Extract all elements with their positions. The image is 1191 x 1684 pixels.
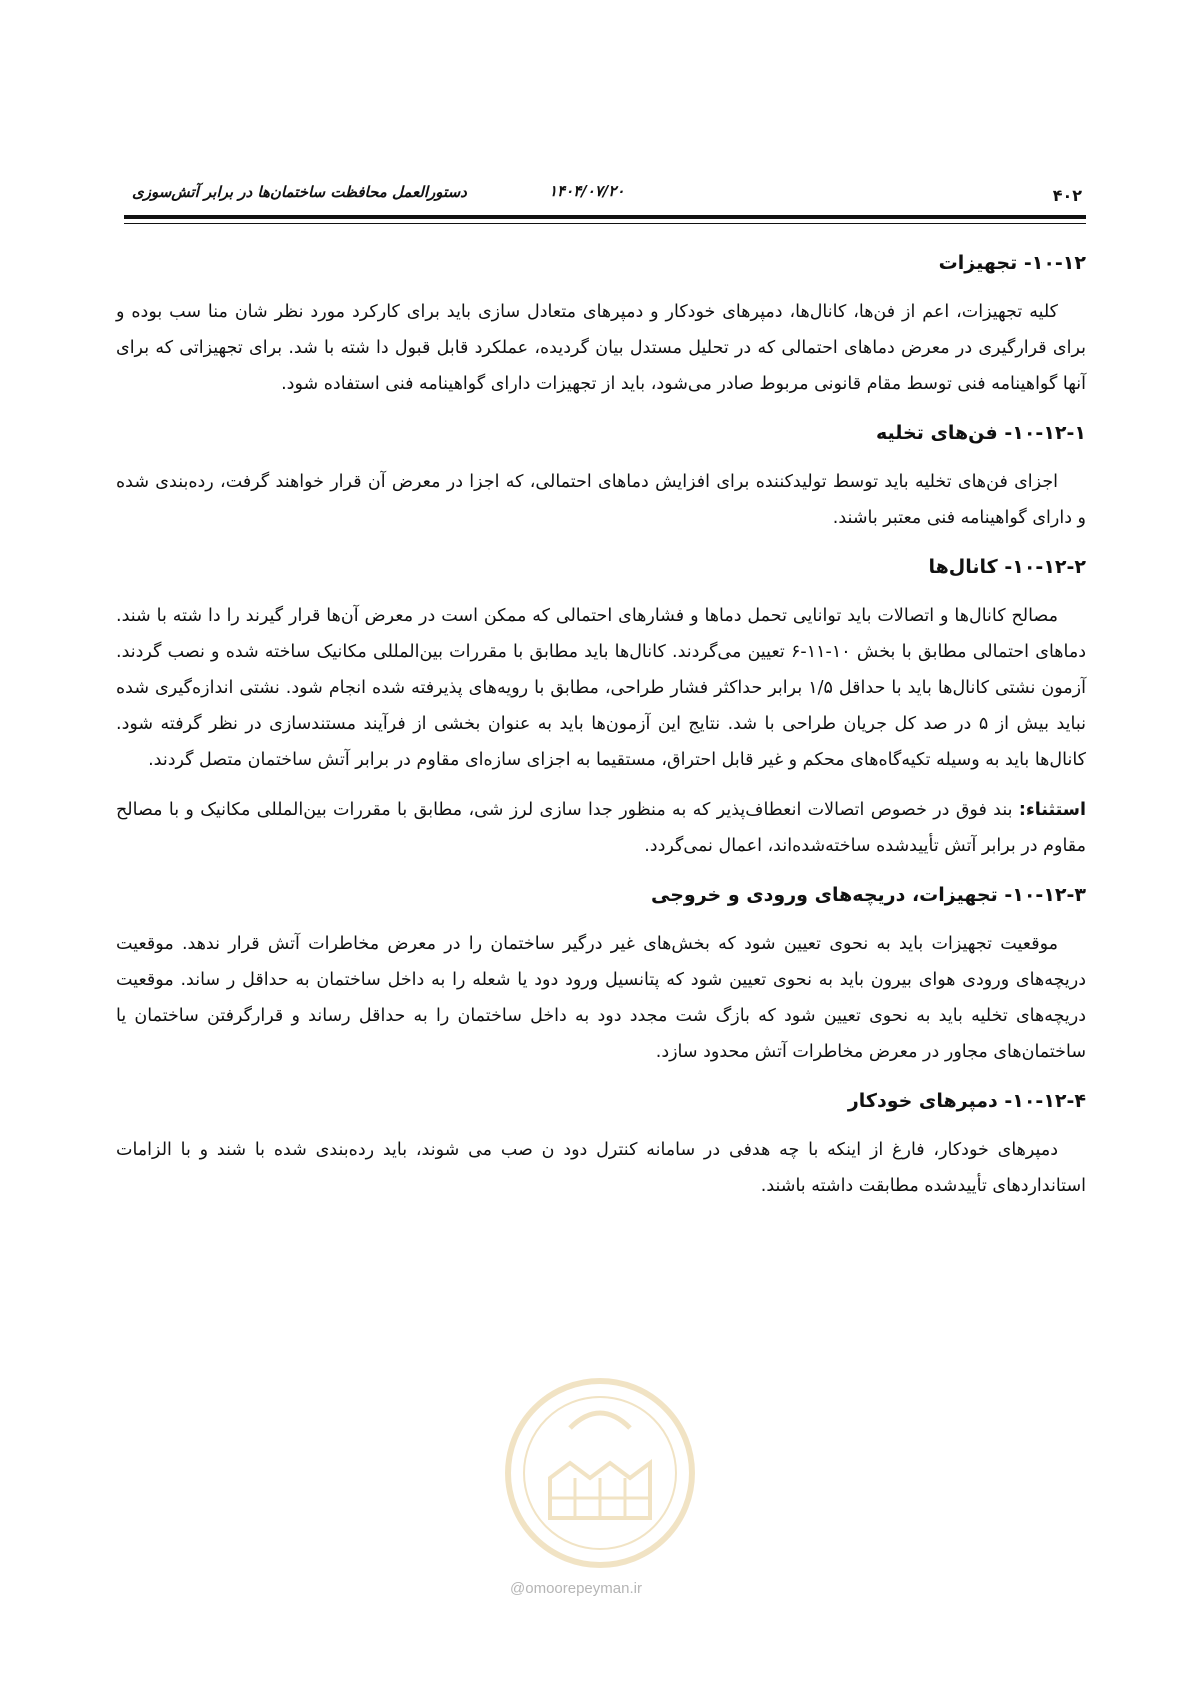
- section-heading-equipment: ۱۰-۱۲- تجهیزات: [938, 252, 1086, 274]
- paragraph-ducts: مصالح کانال‌ها و اتصالات باید توانایی تحمل دماها و فشارهای احتمالی که ممکن است در معرض آن‌ها قرار گیرند را دا شته با شند. دماهای احتمالی مطابق با بخش ۱۰-۱۱-۶ تعیین می‌گردند. کانال‌ها باید مطابق با مقررات بین‌المللی مکانیک ساخته شده و نصب گردند. آزمون نشتی کانال‌ها باید با حداقل ۱/۵ برابر حداکثر فشار طراحی، مطابق با رویه‌های پذیرفته شده انجام شود. نشتی اندازه‌گیری شده نباید بیش از ۵ در صد کل جریان طراحی با شد. نتایج این آزمون‌ها باید به عنوان بخشی از فرآیند مستندسازی در نظر گرفته شود. کانال‌ها باید به وسیله تکیه‌گاه‌های محکم و غیر قابل احتراق، مستقیما به اجزای سازه‌ای مقاوم در برابر آتش ساختمان متصل گردند.: [116, 606, 1087, 770]
- exception-text: بند فوق در خصوص اتصالات انعطاف‌پذیر که به منظور جدا سازی لرز شی، مطابق با مقررات بین‌المللی مکانیک و با مصالح مقاوم در برابر آتش تأییدشده ساخته‌شده‌اند، اعمال نمی‌گردد.: [116, 800, 1086, 856]
- header-rule-thin: [124, 223, 1086, 224]
- paragraph-exhaust-fans: اجزای فن‌های تخلیه باید توسط تولیدکننده برای افزایش دماهای احتمالی، که اجزا در معرض آن قرار خواهند گرفت، رده‌بندی شده و دارای گواهینامه فنی معتبر باشند.: [116, 472, 1086, 528]
- header-date: ۱۴۰۴/۰۷/۲۰: [549, 182, 625, 200]
- section-heading-automatic-dampers: ۱۰-۱۲-۴- دمپرهای خودکار: [847, 1090, 1086, 1112]
- header-rule-thick: [124, 215, 1086, 219]
- paragraph-automatic-dampers: دمپرهای خودکار، فارغ از اینکه با چه هدفی در سامانه کنترل دود ن صب می شوند، باید رده‌بندی شده با شند و با الزامات استانداردهای تأییدشده مطابقت داشته باشند.: [116, 1140, 1086, 1196]
- document-body: [116, 236, 1086, 1218]
- page-header: [124, 182, 1086, 208]
- page-number: ۴۰۲: [1052, 186, 1082, 205]
- watermark-seal-icon: [490, 1368, 710, 1578]
- paragraph-inlets-outlets: موقعیت تجهیزات باید به نحوی تعیین شود که بخش‌های غیر درگیر ساختمان را در معرض مخاطرات آتش قرار ندهد. موقعیت دریچه‌های ورودی هوای بیرون باید به نحوی تعیین شود که پتانسیل ورود دود یا شعله را به داخل ساختمان به حداقل ر ساند. موقعیت دریچه‌های تخلیه باید به نحوی تعیین شود که بازگ شت مجدد دود به داخل ساختمان را به حداقل رساند و قرارگرفتن ساختمان یا ساختمان‌های مجاور در معرض مخاطرات آتش محدود سازد.: [116, 934, 1086, 1062]
- section-heading-ducts: ۱۰-۱۲-۲- کانال‌ها: [928, 556, 1086, 578]
- paragraph-equipment: کلیه تجهیزات، اعم از فن‌ها، کانال‌ها، دمپرهای خودکار و دمپرهای متعادل سازی باید برای کارکرد مورد نظر شان منا سب بوده و برای قرارگیری در معرض دماهای احتمالی که در تحلیل مستدل بیان گردیده، عملکرد قابل قبول دا شته با شد. برای تجهیزاتی که برای آنها گواهینامه فنی توسط مقام قانونی مربوط صادر می‌شود، باید از تجهیزات دارای گواهینامه فنی استفاده شود.: [116, 302, 1086, 394]
- watermark-url: @omoorepeyman.ir: [510, 1580, 642, 1597]
- exception-label: استثناء:: [1018, 800, 1086, 820]
- section-heading-inlets-outlets: ۱۰-۱۲-۳- تجهیزات، دریچه‌های ورودی و خروجی: [650, 884, 1086, 906]
- header-title: دستورالعمل محافظت ساختمان‌ها در برابر آتش‌سوزی: [132, 183, 467, 201]
- section-heading-exhaust-fans: ۱۰-۱۲-۱- فن‌های تخلیه: [875, 422, 1086, 444]
- exception-note: [116, 792, 1086, 864]
